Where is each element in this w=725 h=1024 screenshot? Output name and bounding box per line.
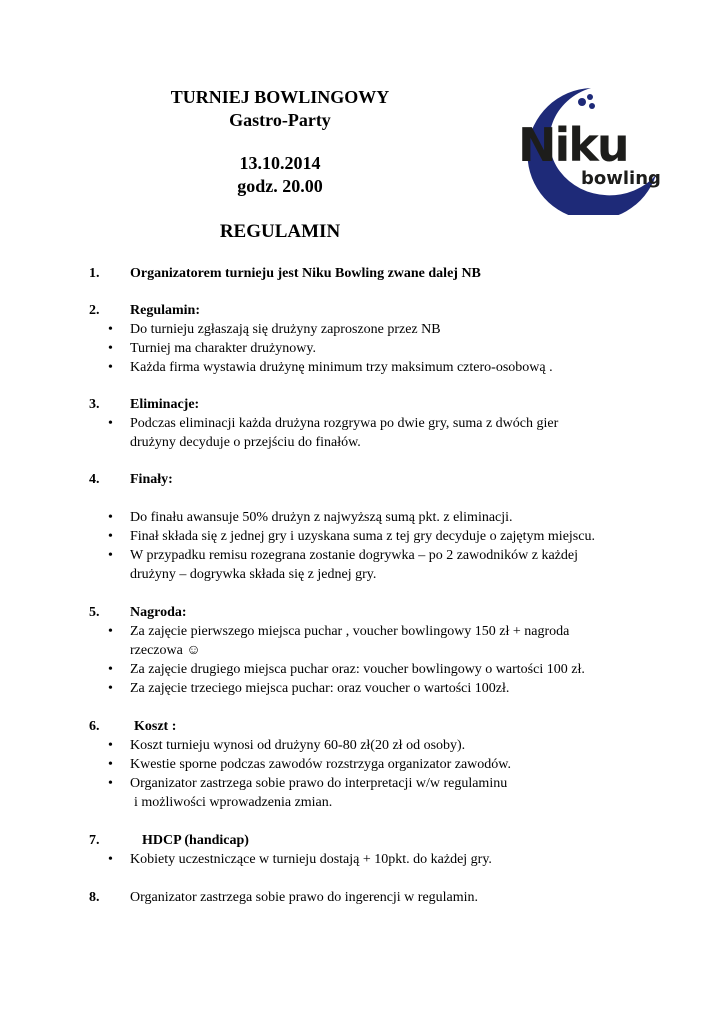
section-number: 1.: [89, 266, 100, 281]
logo-subtitle: bowling: [581, 168, 661, 189]
list-item: • W przypadku remisu rozegrana zostanie dogrywka – po 2 zawodników z każdej drużyny – dogrywka składa się z jednej gry.: [130, 546, 600, 584]
section-title: Nagroda:: [130, 605, 187, 620]
list-item: • Koszt turnieju wynosi od drużyny 60-80 zł(20 zł od osoby).: [130, 736, 689, 755]
list-item: • Za zajęcie trzeciego miejsca puchar: oraz voucher o wartości 100zł.: [130, 679, 689, 698]
list-item: • Organizator zastrzega sobie prawo do interpretacji w/w regulaminu: [130, 774, 689, 793]
section-title: HDCP (handicap): [142, 833, 249, 848]
section-6: [89, 717, 689, 812]
document-header: [130, 86, 430, 243]
section-title: Eliminacje:: [130, 397, 200, 412]
regulations-heading: REGULAMIN: [219, 221, 341, 242]
section-title: Koszt :: [134, 719, 177, 734]
section-2: [89, 301, 689, 377]
niku-bowling-logo: [486, 80, 681, 215]
section-3: [89, 395, 689, 452]
section-number: 4.: [89, 472, 100, 487]
section-7: [89, 831, 689, 869]
list-item-continuation: i możliwości wprowadzenia zmian.: [134, 795, 333, 810]
event-date: 13.10.2014: [239, 153, 321, 173]
list-item: • Do turnieju zgłaszają się drużyny zaproszone przez NB: [130, 320, 689, 339]
section-number: 2.: [89, 303, 100, 318]
list-item: • Kwestie sporne podczas zawodów rozstrzyga organizator zawodów.: [130, 755, 689, 774]
list-item: • Turniej ma charakter drużynowy.: [130, 339, 689, 358]
logo-name: Niku: [518, 118, 628, 172]
list-item: • Do finału awansuje 50% drużyn z najwyższą sumą pkt. z eliminacji.: [130, 508, 620, 527]
section-4: [89, 470, 689, 584]
regulations-list: [89, 264, 689, 907]
section-number: 5.: [89, 605, 100, 620]
section-5: [89, 603, 689, 698]
section-number: 3.: [89, 397, 100, 412]
section-8: [89, 888, 689, 907]
list-item: • Za zajęcie pierwszego miejsca puchar , voucher bowlingowy 150 zł + nagroda rzeczowa ☺: [130, 622, 600, 660]
section-title: Organizatorem turnieju jest Niku Bowling zwane dalej NB: [130, 266, 481, 281]
event-name: Gastro-Party: [229, 110, 331, 130]
section-1: [89, 264, 689, 283]
list-item: • Podczas eliminacji każda drużyna rozgrywa po dwie gry, suma z dwóch gier drużyny decyduje o przejściu do finałów.: [130, 414, 600, 452]
section-number: 8.: [89, 890, 100, 905]
document-title: TURNIEJ BOWLINGOWY: [170, 87, 390, 107]
list-item: • Kobiety uczestniczące w turnieju dostają + 10pkt. do każdej gry.: [130, 850, 689, 869]
event-time: godz. 20.00: [237, 176, 323, 196]
section-title: Organizator zastrzega sobie prawo do ingerencji w regulamin.: [130, 890, 479, 905]
list-item: • Finał składa się z jednej gry i uzyskana suma z tej gry decyduje o zajętym miejscu.: [130, 527, 620, 546]
list-item: • Każda firma wystawia drużynę minimum trzy maksimum cztero-osobową .: [130, 358, 689, 377]
section-title: Regulamin:: [130, 303, 200, 318]
section-title: Finały:: [130, 472, 173, 487]
section-number: 7.: [89, 833, 100, 848]
list-item: • Za zajęcie drugiego miejsca puchar oraz: voucher bowlingowy o wartości 100 zł.: [130, 660, 689, 679]
section-number: 6.: [89, 719, 100, 734]
